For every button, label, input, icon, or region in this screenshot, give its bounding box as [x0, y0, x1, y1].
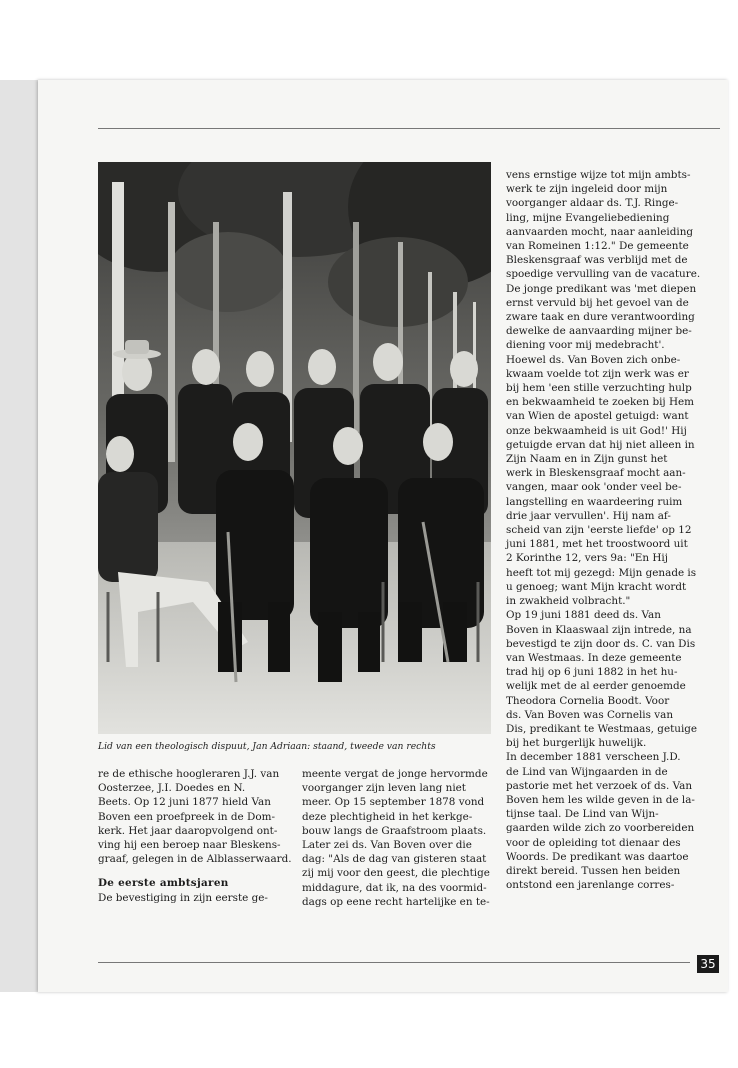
text-line: pastorie met het verzoek of ds. Van — [506, 779, 693, 792]
text-line: onze bekwaamheid is uit God!' Hij — [506, 424, 687, 437]
photo-illustration — [98, 162, 491, 734]
page-number: 35 — [697, 955, 719, 973]
text-line: van Westmaas. In deze gemeente — [506, 651, 682, 664]
text-line: van Romeinen 1:12." De gemeente — [506, 240, 689, 253]
text-line: re de ethische hoogleraren J.J. van — [98, 768, 280, 780]
text-line: aanvaarden mocht, naar aanleiding — [506, 225, 694, 238]
text-line: bij het burgerlijk huwelijk. — [506, 737, 647, 750]
text-line: spoedige vervulling van de vacature. — [506, 268, 701, 281]
text-line: direkt bereid. Tussen hen beiden — [506, 864, 681, 877]
text-column-middle — [302, 767, 492, 909]
text-line: getuigde ervan dat hij niet alleen in — [506, 438, 695, 451]
text-line: de Lind van Wijngaarden in de — [506, 765, 668, 778]
text-line: Later zei ds. Van Boven over die — [302, 839, 472, 852]
text-line: u genoeg; want Mijn kracht wordt — [506, 580, 687, 593]
text-line: voor de opleiding tot dienaar des — [506, 836, 681, 849]
text-line: diening voor mij medebracht'. — [506, 339, 665, 352]
text-line: zware taak en dure verantwoording — [506, 311, 695, 324]
text-line: tijnse taal. De Lind van Wijn- — [506, 808, 659, 821]
top-rule — [98, 128, 720, 129]
text-line: 2 Korinthe 12, vers 9a: "En Hij — [506, 552, 668, 565]
text-line: gaarden wilde zich zo voorbereiden — [506, 822, 695, 835]
text-line: ds. Van Boven was Cornelis van — [506, 708, 674, 721]
text-line: meer. Op 15 september 1878 vond — [302, 796, 485, 809]
text-column-right — [506, 168, 701, 892]
text-line: kwaam voelde tot zijn werk was er — [506, 367, 689, 380]
text-line: dag: "Als de dag van gisteren staat — [302, 853, 487, 866]
text-line: vens ernstige wijze tot mijn ambts- — [506, 169, 691, 181]
text-line: Beets. Op 12 juni 1877 hield Van — [98, 796, 271, 809]
text-line: Woords. De predikant was daartoe — [506, 850, 689, 863]
previous-page-edge — [0, 80, 40, 992]
text-line: van Wien de apostel getuigd: want — [506, 410, 689, 423]
photo-caption: Lid van een theologisch dispuut, Jan Adriaan: staand, tweede van rechts — [98, 741, 436, 752]
text-line: Boven in Klaaswaal zijn intrede, na — [506, 623, 692, 636]
text-line: ontstond een jarenlange corres- — [506, 879, 675, 892]
text-line: Dis, predikant te Westmaas, getuige — [506, 722, 698, 735]
text-line: bouw langs de Graafstroom plaats. — [302, 824, 487, 837]
text-line: In december 1881 verscheen J.D. — [506, 751, 681, 764]
text-line: Zijn Naam en in Zijn gunst het — [506, 453, 668, 466]
text-line: voorganger zijn leven lang niet — [302, 782, 466, 795]
text-line: Boven een proefpreek in de Dom- — [98, 810, 275, 823]
text-line: voorganger aldaar ds. T.J. Ringe- — [506, 197, 679, 210]
text-line: Op 19 juni 1881 deed ds. Van — [506, 609, 661, 622]
text-line: Oosterzee, J.I. Doedes en N. — [98, 782, 246, 795]
text-line: kerk. Het jaar daaropvolgend ont- — [98, 824, 278, 837]
text-line: deze plechtigheid in het kerkge- — [302, 810, 473, 823]
text-line: meente vergat de jonge hervormde — [302, 768, 488, 780]
text-line: werk in Bleskensgraaf mocht aan- — [506, 467, 686, 480]
text-line: scheid van zijn 'eerste liefde' op 12 — [506, 524, 692, 537]
section-heading: De eerste ambtsjaren — [98, 877, 229, 890]
text-line: langstelling en waardeering ruim — [506, 495, 683, 508]
text-line: bij hem 'een stille verzuchting hulp — [506, 382, 692, 395]
text-line: dags op eene recht hartelijke en te- — [302, 895, 490, 908]
text-line: dewelke de aanvaarding mijner be- — [506, 325, 692, 338]
text-line: werk te zijn ingeleid door mijn — [506, 183, 668, 196]
text-line: Hoewel ds. Van Boven zich onbe- — [506, 353, 681, 366]
text-line: juni 1881, met het troostwoord uit — [506, 538, 688, 551]
historical-group-photo — [98, 162, 491, 734]
text-line: bevestigd te zijn door ds. C. van Dis — [506, 637, 696, 650]
text-line: middagure, dat ik, na des voormid- — [302, 881, 487, 894]
text-line: Boven hem les wilde geven in de la- — [506, 793, 695, 806]
column-left-section-paragraph — [98, 891, 288, 905]
text-line: ernst vervuld bij het gevoel van de — [506, 296, 689, 309]
text-line: graaf, gelegen in de Alblasserwaard. — [98, 853, 292, 866]
text-line: Bleskensgraaf was verblijd met de — [506, 254, 688, 267]
text-column-left — [98, 767, 292, 905]
text-line: ling, mijne Evangeliebediening — [506, 211, 670, 224]
text-line: De bevestiging in zijn eerste ge- — [98, 891, 268, 904]
text-line: vangen, maar ook 'onder veel be- — [506, 481, 682, 494]
text-line: welijk met de al eerder genoemde — [506, 680, 686, 693]
text-line: trad hij op 6 juni 1882 in het hu- — [506, 666, 678, 679]
text-line: zij mij voor den geest, die plechtige — [302, 867, 490, 880]
text-line: drie jaar vervullen'. Hij nam af- — [506, 509, 671, 522]
bottom-rule — [98, 962, 690, 963]
text-line: De jonge predikant was 'met diepen — [506, 282, 697, 295]
text-line: en bekwaamheid te zoeken bij Hem — [506, 396, 695, 409]
text-line: Theodora Cornelia Boodt. Voor — [506, 694, 670, 707]
text-line: ving hij een beroep naar Bleskens- — [98, 839, 281, 852]
text-line: heeft tot mij gezegd: Mijn genade is — [506, 566, 697, 579]
column-left-paragraph — [98, 767, 292, 866]
text-line: in zwakheid volbracht." — [506, 595, 631, 608]
